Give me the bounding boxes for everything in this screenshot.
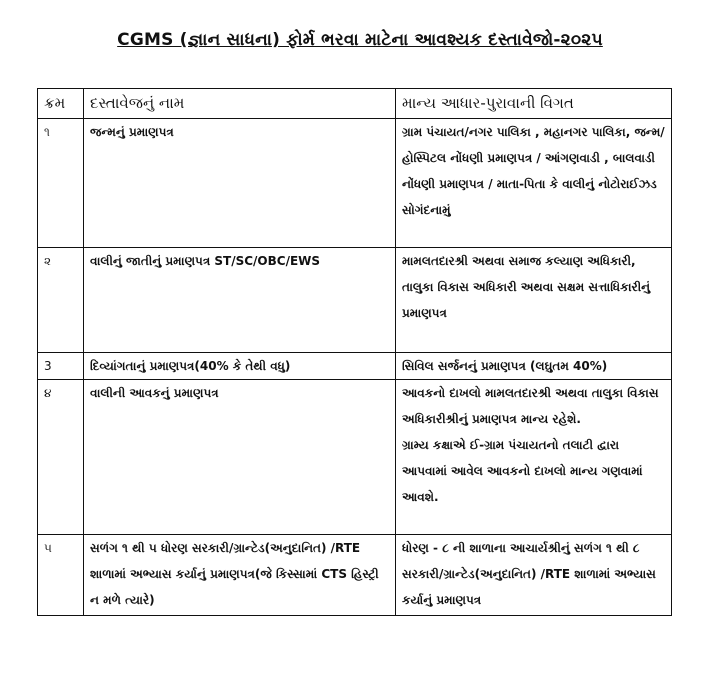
row-number: ૧ — [38, 119, 84, 248]
document-name: વાલીની આવકનું પ્રમાણપત્ર — [84, 380, 396, 535]
row-number: ૫ — [38, 535, 84, 616]
table-row — [38, 535, 672, 616]
table-row — [38, 248, 672, 353]
row-number: ૨ — [38, 248, 84, 353]
document-name: સળંગ ૧ થી ૫ ધોરણ સરકારી/ગ્રાન્ટેડ(અનુદાનિત) /RTE શાળામાં અભ્યાસ કર્યાનું પ્રમાણપત્ર(જે કિસ્સામાં CTS હિસ્ટ્રી ન મળે ત્યારે) — [84, 535, 396, 616]
table-header-row — [38, 89, 672, 119]
proof-detail — [396, 380, 672, 535]
header-document-name: દસ્તાવેજનું નામ — [84, 89, 396, 119]
row-number: ૪ — [38, 380, 84, 535]
document-name: જન્મનું પ્રમાણપત્ર — [84, 119, 396, 248]
proof-detail: ધોરણ - ૮ ની શાળાના આચાર્યશ્રીનું સળંગ ૧ થી ૮ સરકારી/ગ્રાન્ટેડ(અનુદાનિત) /RTE શાળામાં અભ્યાસ કર્યાનું પ્રમાણપત્ર — [396, 535, 672, 616]
documents-table — [37, 88, 672, 616]
row-number: 3 — [38, 353, 84, 380]
table-row — [38, 119, 672, 248]
proof-detail: સિવિલ સર્જનનું પ્રમાણપત્ર (લઘુતમ 40%) — [396, 353, 672, 380]
proof-detail-paragraph-1: આવકનો દાખલો મામલતદારશ્રી અથવા તાલુકા વિકાસ અધિકારીશ્રીનું પ્રમાણપત્ર માન્ય રહેશે. — [402, 386, 659, 426]
table-row — [38, 380, 672, 535]
document-name: દિવ્યાંગતાનું પ્રમાણપત્ર(40% કે તેથી વધુ) — [84, 353, 396, 380]
document-name: વાલીનું જાતીનું પ્રમાણપત્ર ST/SC/OBC/EWS — [84, 248, 396, 353]
header-proof-detail: માન્ય આધાર-પુરાવાની વિગત — [396, 89, 672, 119]
proof-detail: ગ્રામ પંચાયત/નગર પાલિકા , મહાનગર પાલિકા, જન્મ/હોસ્પિટલ નોંધણી પ્રમાણપત્ર / આંગણવાડી , બાલવાડી નોંધણી પ્રમાણપત્ર / માતા-પિતા કે વાલીનું નોટોરાઈઝડ સોગંદનામું — [396, 119, 672, 248]
proof-detail-paragraph-2: ગ્રામ્ય કક્ષાએ ઈ-ગ્રામ પંચાયતનો તલાટી દ્વારા આપવામાં આવેલ આવકનો દાખલો માન્ય ગણવામાં આવશે. — [402, 438, 643, 504]
header-number: ક્રમ — [38, 89, 84, 119]
proof-detail: મામલતદારશ્રી અથવા સમાજ કલ્યાણ અધિકારી, તાલુકા વિકાસ અધિકારી અથવા સક્ષમ સત્તાધિકારીનું પ્રમાણપત્ર — [396, 248, 672, 353]
table-row — [38, 353, 672, 380]
page-title: CGMS (જ્ઞાન સાધના) ફોર્મ ભરવા માટેના આવશ્યક દસ્તાવેજો-૨૦૨૫ — [117, 30, 603, 50]
